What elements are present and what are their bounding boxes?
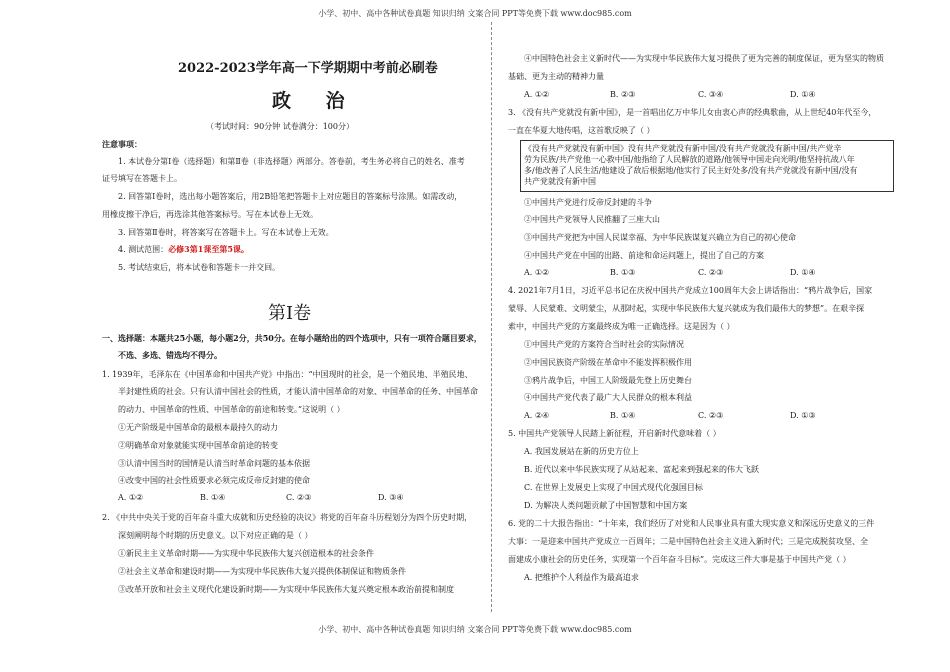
q2-line-1: 2. 《中共中央关于党的百年奋斗重大成就和历史经验的决议》将党的百年奋斗历程划分为四个历史时期， [102,513,473,522]
note-2a: 2. 回答第Ⅰ卷时，选出每小题答案后，用2B铅笔把答题卡上对应题目的答案标号涂黑。如需改动， [118,192,463,201]
q3-line-1: 3. 《没有共产党就没有新中国》，是一首唱出亿万中华儿女由衷心声的经典歌曲，从上世纪40年代至今， [508,108,877,117]
q3-option-c[interactable]: C. ②③ [698,268,724,277]
note-4 [118,244,249,255]
q2-option-c[interactable]: C. ③④ [698,90,724,99]
q1-line-3: 的动力、中国革命的性质、中国革命的前途和转变。”这说明（ ） [118,405,345,414]
q4-option-a[interactable]: A. ②④ [524,411,550,420]
q2-statement-3: ③改革开放和社会主义现代化建设新时期——为实现中华民族伟大复兴奠定根本政治前提和制度 [118,585,454,594]
exam-meta: （考试时间：90分钟 试卷满分：100分） [206,122,354,131]
q1-statement-3: ③认清中国当时的国情是认清当时革命问题的基本依据 [118,459,310,468]
q1-line-1: 1. 1939年，毛泽东在《中国革命和中国共产党》中指出：“中国现时的社会，是一个殖民地、半殖民地、 [102,370,473,379]
q6-option-a[interactable]: A. 把维护个人利益作为最高追求 [524,573,639,582]
lyrics-line-3: 多/他改善了人民生活/他建设了敌后根据地/他实行了民主好处多/没有共产党就没有新中国/没有 [524,166,858,175]
q1-line-2: 半封建性质的社会。只有认清中国社会的性质，才能认清中国革命的对象、中国革命的任务、中国革命 [118,387,478,396]
column-divider [491,22,492,612]
q1-statement-1: ①无产阶级是中国革命的最根本最持久的动力 [118,423,278,432]
q3-statement-1: ①中国共产党进行反帝反封建的斗争 [524,198,652,207]
q3-option-a[interactable]: A. ①② [524,268,550,277]
q4-line-1: 4. 2021年7月1日，习近平总书记在庆祝中国共产党成立100周年大会上讲话指出：“鸦片战争后，国家 [508,286,873,295]
q2-statement-4: ④中国特色社会主义新时代——为实现中华民族伟大复习提供了更为完善的制度保证，更为坚实的物质 [524,54,884,63]
bottom-banner: 小学、初中、高中各种试卷真题 知识归纳 文案合同 PPT等免费下载 www.doc985.com [318,625,632,634]
q2-line-2: 深刻阐明每个时期的历史意义。以下对应正确的是（ ） [118,531,313,540]
q1-statement-4: ④改变中国的社会性质要求必须完成反帝反封建的使命 [118,476,310,485]
q5-line-1: 5. 中国共产党领导人民踏上新征程，开启新时代意味着（ ） [508,429,721,438]
q2-statement-1: ①新民主主义革命时期——为实现中华民族伟大复兴创造根本的社会条件 [118,549,374,558]
q5-option-c[interactable]: C. 在世界上发展史上实现了中国式现代化强国目标 [524,483,703,492]
q4-line-2: 蒙辱、人民蒙难、文明蒙尘，从那时起，实现中华民族伟大复兴就成为我们最伟大的梦想”。在艰辛探 [508,304,865,313]
q4-statement-1: ①中国共产党的方案符合当时社会的实际情况 [524,340,684,349]
note-1a: 1. 本试卷分第Ⅰ卷（选择题）和第Ⅱ卷（非选择题）两部分。答卷前，考生务必将自己的姓名、准考 [118,157,465,166]
q2-statement-2: ②社会主义革命和建设时期——为实现中华民族伟大复兴提供体制保证和物质条件 [118,567,406,576]
q6-line-3: 面建成小康社会的历史任务，实现第一个百年奋斗目标”。完成这三件大事是基于中国共产党（ ） [508,555,851,564]
q5-option-b[interactable]: B. 近代以来中华民族实现了从站起来、富起来到强起来的伟大飞跃 [524,465,759,474]
notes-heading: 注意事项： [102,139,142,149]
q2-option-d[interactable]: D. ①④ [790,90,816,99]
lyrics-line-1: 《没有共产党就没有新中国》没有共产党就没有新中国/没有共产党就没有新中国/共产党辛 [524,144,842,153]
q3-statement-3: ③中国共产党把为中国人民谋幸福、为中华民族谋复兴确立为自己的初心使命 [524,233,796,242]
q4-statement-3: ③鸦片战争后，中国工人阶级最先登上历史舞台 [524,376,692,385]
note-5: 5. 考试结束后，将本试卷和答题卡一并交回。 [118,263,281,272]
section-instructions-b: 不选、多选、错选均不得分。 [118,350,222,360]
q5-option-d[interactable]: D. 为解决人类问题贡献了中国智慧和中国方案 [524,501,688,510]
q6-line-1: 6. 党的二十大报告指出：“十年来，我们经历了对党和人民事业具有重大现实意义和深远历史意义的三件 [508,519,875,528]
q4-option-d[interactable]: D. ①③ [790,411,816,420]
note-4-prefix: 4. 测试范围： [118,245,169,254]
q4-option-c[interactable]: C. ②③ [698,411,724,420]
volume-heading: 第Ⅰ卷 [268,303,312,324]
q4-option-b[interactable]: B. ①④ [610,411,636,420]
subject-title: 政 治 [272,90,359,112]
q6-line-2: 大事：一是迎来中国共产党成立一百周年；二是中国特色社会主义进入新时代；三是完成脱贫攻坚、全 [508,537,868,546]
q2-option-a[interactable]: A. ①② [524,90,550,99]
note-2b: 用橡皮擦干净后，再选涂其他答案标号。写在本试卷上无效。 [102,210,318,219]
q2-option-b[interactable]: B. ②③ [610,90,636,99]
exam-title: 2022-2023学年高一下学期期中考前必刷卷 [178,61,438,76]
q3-option-b[interactable]: B. ①③ [610,268,636,277]
q4-statement-2: ②中国民族资产阶级在革命中不能发挥积极作用 [524,358,692,367]
note-3: 3. 回答第Ⅱ卷时，将答案写在答题卡上。写在本试卷上无效。 [118,228,334,237]
q1-option-c[interactable]: C. ②③ [286,493,312,502]
q4-line-3: 索中，中国共产党的方案最终成为唯一正确选择。这是因为（ ） [508,322,735,331]
note-1b: 证号填写在答题卡上。 [102,174,182,183]
q3-option-d[interactable]: D. ①④ [790,268,816,277]
lyrics-line-2: 劳为民族/共产党他一心救中国/他指给了人民解放的道路/他领导中国走向光明/他坚持抗战八年 [524,155,855,164]
q1-option-a[interactable]: A. ①② [118,493,144,502]
test-scope: 必修3第1课至第5课。 [168,244,249,254]
q1-option-d[interactable]: D. ③④ [378,493,404,502]
section-instructions-a: 一、选择题：本题共25小题，每小题2分，共50分。在每小题给出的四个选项中，只有一项符合题目要求， [102,333,482,343]
q3-line-2: 一直在华夏大地传唱，这首歌反映了（ ） [508,126,655,135]
q3-statement-4: ④中国共产党在中国的出路、前途和命运问题上，提出了自己的方案 [524,251,764,260]
q5-option-a[interactable]: A. 我国发展站在新的历史方位上 [524,447,639,456]
q2-statement-4b: 基础、更为主动的精神力量 [508,72,604,81]
q3-statement-2: ②中国共产党领导人民推翻了三座大山 [524,215,660,224]
q1-option-b[interactable]: B. ①④ [200,493,226,502]
q4-statement-4: ④中国共产党代表了最广大人民群众的根本利益 [524,393,692,402]
q1-statement-2: ②明确革命对象就能实现中国革命前途的转变 [118,441,278,450]
top-banner: 小学、初中、高中各种试卷真题 知识归纳 文案合同 PPT等免费下载 www.doc985.com [318,9,632,18]
lyrics-line-4: 共产党就没有新中国 [524,177,596,186]
